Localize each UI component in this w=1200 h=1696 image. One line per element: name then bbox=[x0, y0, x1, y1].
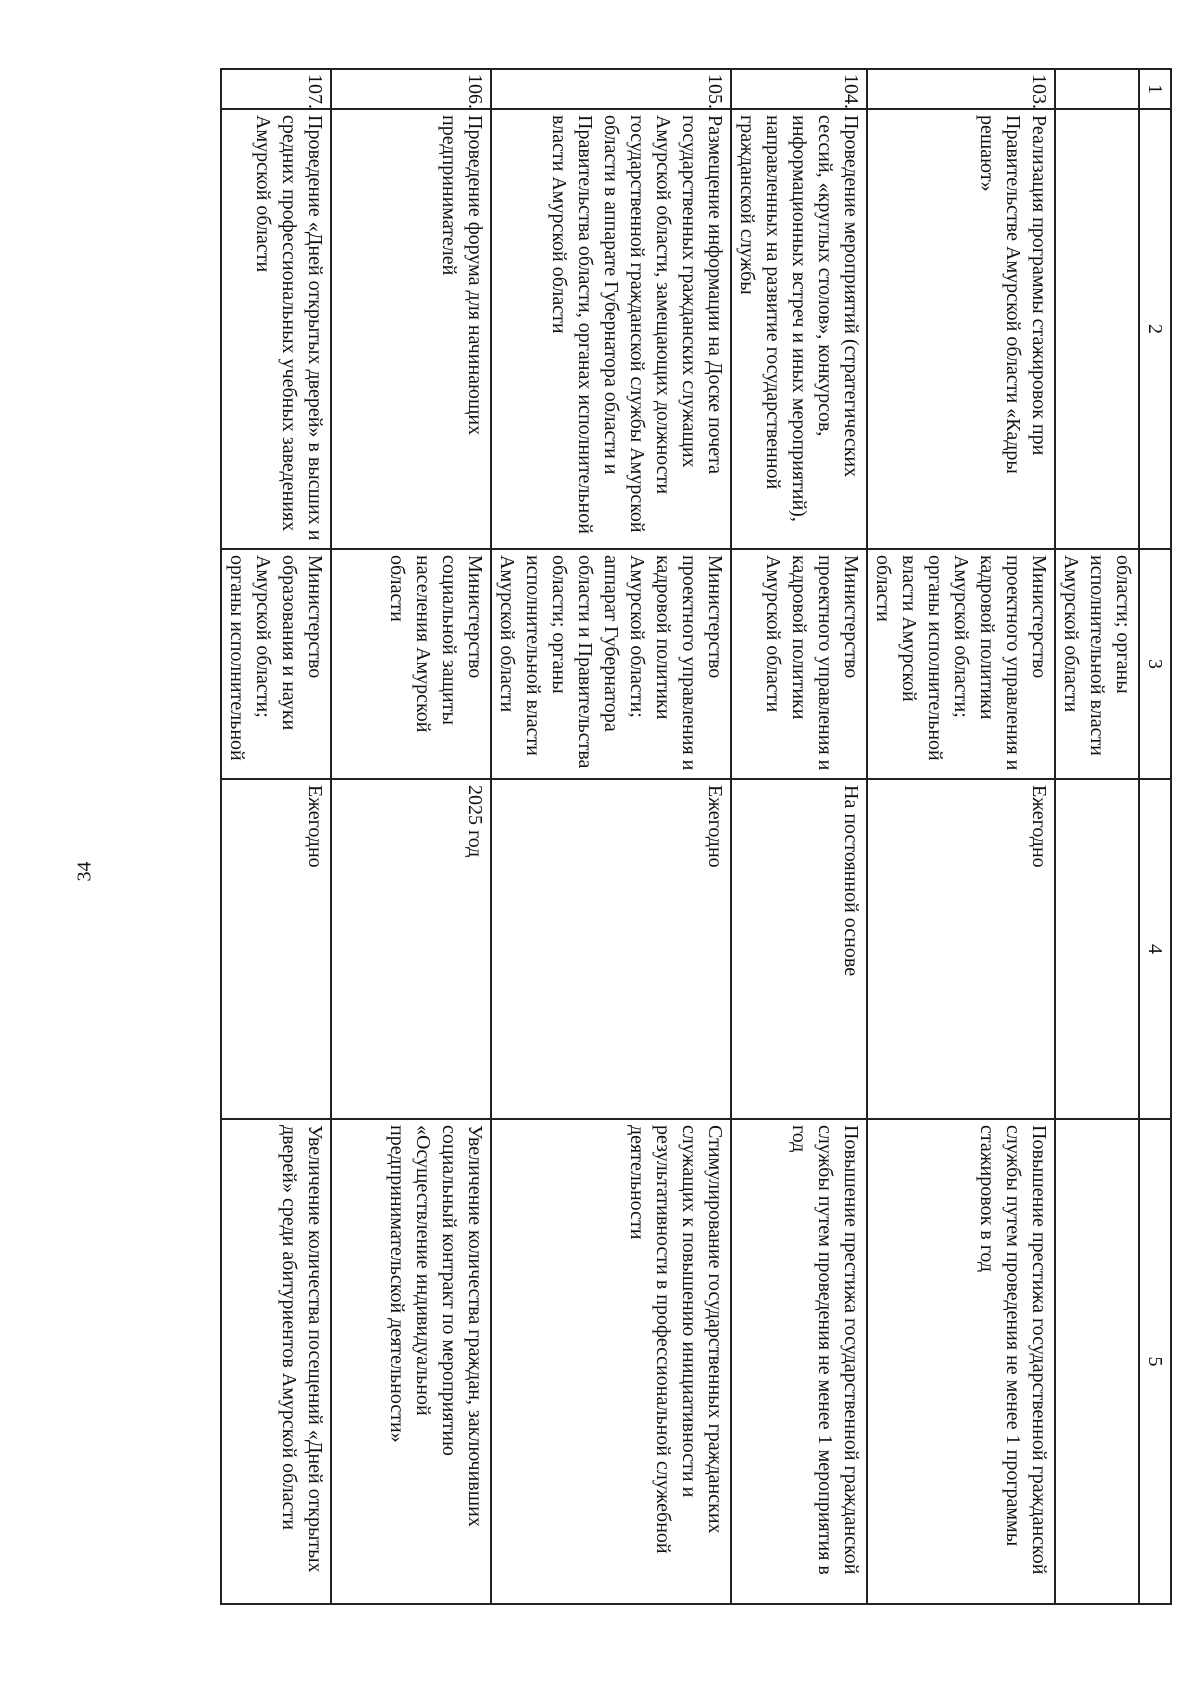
table-row bbox=[731, 69, 867, 1604]
cell-result bbox=[1055, 1119, 1139, 1604]
table-row bbox=[867, 69, 1055, 1604]
cell-term: Ежегодно bbox=[491, 779, 731, 1119]
cell-responsible: Министерство проектного управления и кадровой политики Амурской области; аппарат Губернатора области и Правительства области; органы исполнительной власти Амурской области bbox=[491, 549, 731, 779]
header-col-4: 4 bbox=[1139, 779, 1171, 1119]
measures-table bbox=[220, 68, 1172, 1605]
cell-term: Ежегодно bbox=[221, 779, 331, 1119]
cell-event: Проведение мероприятий (стратегических сессий, «круглых столов», конкурсов, информационных встреч и иных мероприятий), направленных на развитие государственной гражданской службы bbox=[731, 109, 867, 549]
cell-num: 107. bbox=[221, 69, 331, 109]
page-number: 34 bbox=[73, 861, 96, 882]
cell-responsible: Министерство социальной защиты населения Амурской области bbox=[331, 549, 491, 779]
cell-result: Стимулирование государственных гражданских служащих к повышению инициативности и результативности в профессиональной служебной деятельности bbox=[491, 1119, 731, 1604]
cell-num: 104. bbox=[731, 69, 867, 109]
cell-responsible: области; органы исполнительной власти Амурской области bbox=[1055, 549, 1139, 779]
header-col-1: 1 bbox=[1139, 69, 1171, 109]
cell-num bbox=[1055, 69, 1139, 109]
table-row bbox=[221, 69, 331, 1604]
cell-event: Реализация программы стажировок при Правительстве Амурской области «Кадры решают» bbox=[867, 109, 1055, 549]
header-row bbox=[1139, 69, 1171, 1604]
table-row bbox=[331, 69, 491, 1604]
cell-event bbox=[1055, 109, 1139, 549]
table-row bbox=[491, 69, 731, 1604]
cell-event: Размещение информации на Доске почета государственных гражданских служащих Амурской области, замещающих должности государственной гражданской службы Амурской области в аппарате Губернатора области и Правительства области, органах исполнительной власти Амурской области bbox=[491, 109, 731, 549]
cell-term: Ежегодно bbox=[867, 779, 1055, 1119]
header-col-3: 3 bbox=[1139, 549, 1171, 779]
header-col-2: 2 bbox=[1139, 109, 1171, 549]
cell-event: Проведение «Дней открытых дверей» в высших и средних профессиональных учебных заведениях Амурской области bbox=[221, 109, 331, 549]
cell-term bbox=[1055, 779, 1139, 1119]
cell-result: Повышение престижа государственной гражданской службы путем проведения не менее 1 мероприятия в год bbox=[731, 1119, 867, 1604]
cell-responsible: Министерство проектного управления и кадровой политики Амурской области; органы исполнительной власти Амурской области bbox=[867, 549, 1055, 779]
cell-responsible: Министерство образования и науки Амурской области; органы исполнительной bbox=[221, 549, 331, 779]
cell-result: Повышение престижа государственной гражданской службы путем проведения не менее 1 программы стажировок в год bbox=[867, 1119, 1055, 1604]
cell-result: Увеличение количества посещений «Дней открытых дверей» среди абитуриентов Амурской области bbox=[221, 1119, 331, 1604]
cell-num: 106. bbox=[331, 69, 491, 109]
continuation-row bbox=[1055, 69, 1139, 1604]
header-col-5: 5 bbox=[1139, 1119, 1171, 1604]
cell-result: Увеличение количества граждан, заключивших социальный контракт по мероприятию «Осуществление индивидуальной предпринимательской деятельности» bbox=[331, 1119, 491, 1604]
cell-term: 2025 год bbox=[331, 779, 491, 1119]
cell-num: 105. bbox=[491, 69, 731, 109]
cell-term: На постоянной основе bbox=[731, 779, 867, 1119]
cell-responsible: Министерство проектного управления и кадровой политики Амурской области bbox=[731, 549, 867, 779]
rotated-table-container bbox=[182, 68, 1172, 1603]
cell-num: 103. bbox=[867, 69, 1055, 109]
cell-event: Проведение форума для начинающих предпринимателей bbox=[331, 109, 491, 549]
